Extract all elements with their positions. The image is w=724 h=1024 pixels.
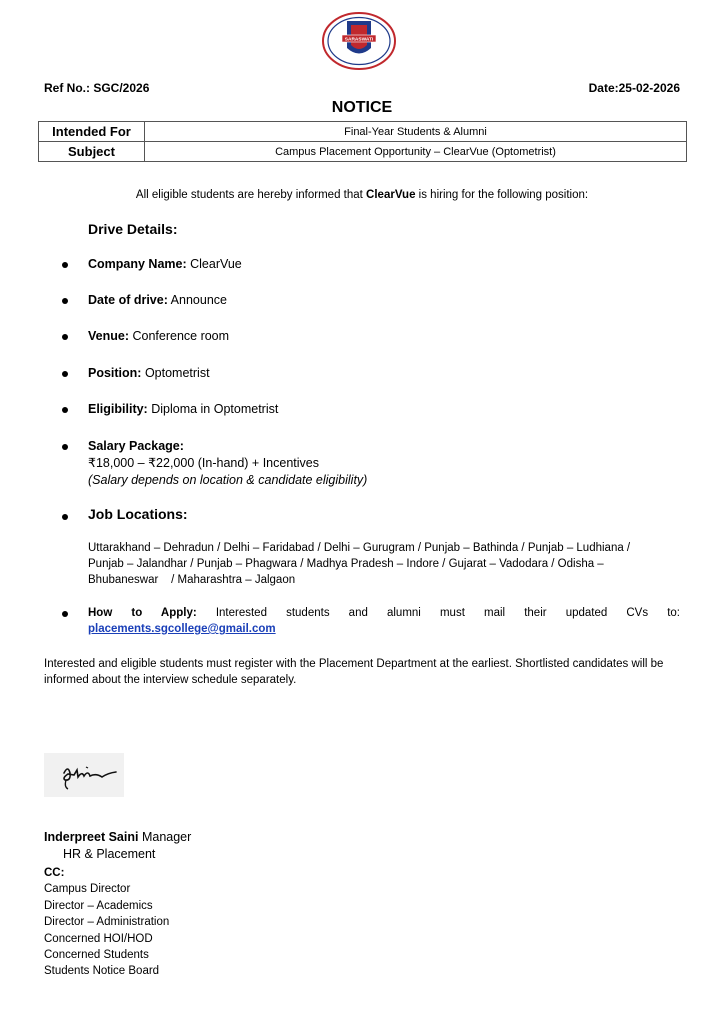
job-locations-list: Uttarakhand – Dehradun / Delhi – Faridabad / Delhi – Gurugram / Punjab – Bathinda / Punjab – Ludhiana / Punjab – Jalandhar / Punjab – Phagwara / Madhya Pradesh – Indore / Gujarat – Vadodara / Odisha – Bhubaneswar / Maharashtra – Jalgaon <box>88 542 631 586</box>
list-item: Concerned HOI/HOD <box>44 932 153 945</box>
signer-role: Manager <box>138 830 192 844</box>
list-item: Campus Director <box>44 883 131 896</box>
list-item: Company Name: ClearVue <box>88 257 242 271</box>
cc-list <box>44 865 169 980</box>
bullet-icon <box>62 444 68 450</box>
table-row <box>39 142 687 162</box>
email-link[interactable]: placements.sgcollege@gmail.com <box>88 623 276 635</box>
intro-sentence: All eligible students are hereby informed that ClearVue is hiring for the following position: <box>135 189 589 201</box>
salary-item: Salary Package: ₹18,000 – ₹22,000 (In-hand) + Incentives (Salary depends on location & candidate eligibility) <box>88 439 368 487</box>
notice-date: Date:25-02-2026 <box>588 81 680 95</box>
list-item: Concerned Students <box>44 949 149 962</box>
signer-dept: HR & Placement <box>63 847 156 861</box>
college-logo <box>322 12 396 70</box>
how-to-apply: How to Apply: Interested students and alumni must mail their updated CVs to: placements.sgcollege@gmail.com <box>88 607 681 635</box>
list-item: Students Notice Board <box>44 965 160 978</box>
list-item: Date of drive: Announce <box>88 293 227 307</box>
bullet-icon <box>62 371 68 377</box>
closing-paragraph: Interested and eligible students must register with the Placement Department at the earliest. Shortlisted candidates will be informed about the interview schedule separately. <box>44 658 664 686</box>
intro-company: ClearVue <box>366 189 416 201</box>
bullet-icon <box>62 514 68 520</box>
signature-image <box>44 753 124 797</box>
subject-value: Campus Placement Opportunity – ClearVue (Optometrist) <box>145 142 687 162</box>
bullet-icon <box>62 407 68 413</box>
bullet-icon <box>62 298 68 304</box>
cc-label: CC: <box>44 867 65 879</box>
intended-for-value: Final-Year Students & Alumni <box>145 122 687 142</box>
list-item: Director – Administration <box>44 916 170 929</box>
page-title: NOTICE <box>331 99 393 116</box>
bullet-icon <box>62 334 68 340</box>
notice-meta-table <box>38 121 687 162</box>
reference-number: Ref No.: SGC/2026 <box>44 81 150 95</box>
logo-text: SARASWATI <box>344 37 374 43</box>
job-locations-heading: Job Locations: <box>88 506 188 522</box>
bullet-icon <box>62 611 68 617</box>
bullet-icon <box>62 262 68 268</box>
signer-name: Inderpreet Saini <box>44 830 139 844</box>
list-item: Director – Academics <box>44 899 153 912</box>
subject-label: Subject <box>39 142 145 162</box>
intended-for-label: Intended For <box>39 122 145 142</box>
signer-block <box>44 829 191 863</box>
drive-details-heading: Drive Details: <box>88 221 178 237</box>
list-item: Venue: Conference room <box>88 329 230 343</box>
list-item: Position: Optometrist <box>88 366 210 380</box>
list-item: Eligibility: Diploma in Optometrist <box>88 402 279 416</box>
table-row <box>39 122 687 142</box>
